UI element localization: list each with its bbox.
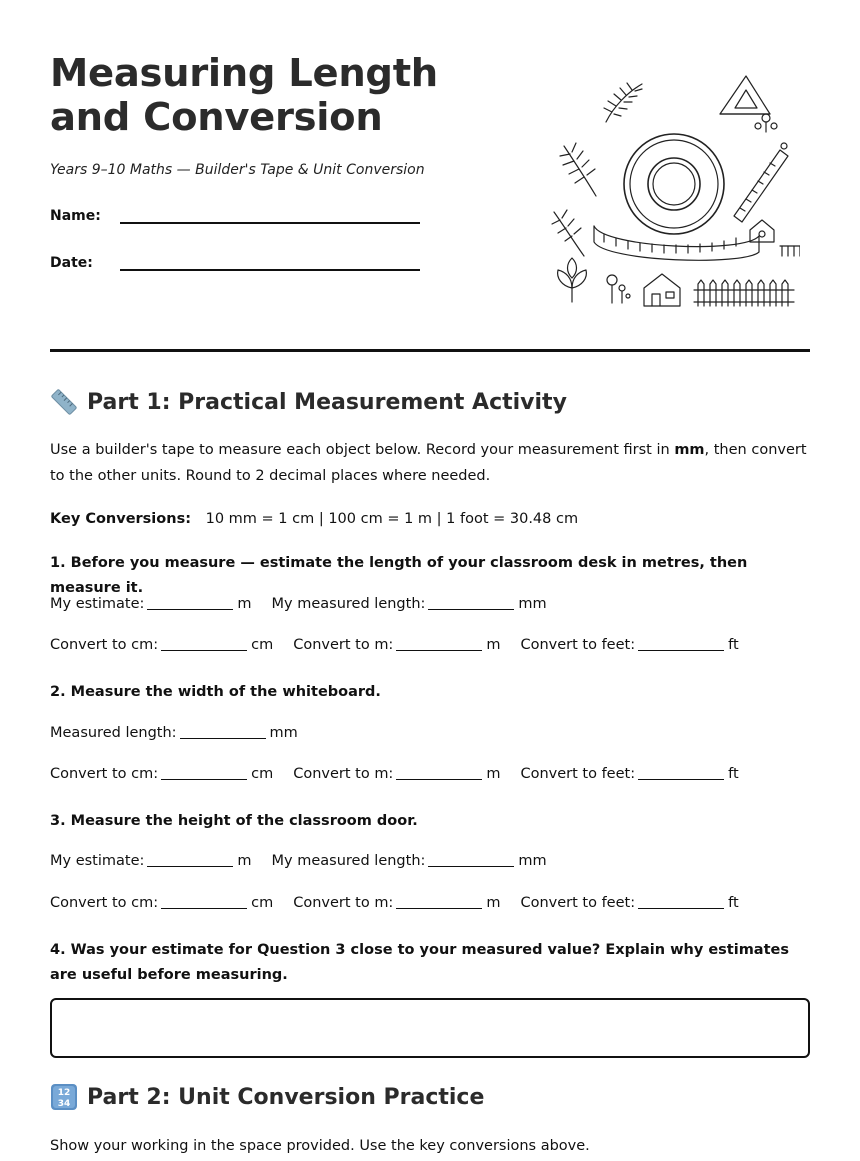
q4-answer-box[interactable] xyxy=(50,998,810,1058)
q3-row-convert xyxy=(50,895,739,911)
q1-m-label: Convert to m: xyxy=(293,637,394,653)
picket-fence-icon xyxy=(694,280,794,306)
q3-cm-blank[interactable] xyxy=(161,896,247,909)
fence-icon xyxy=(780,246,800,256)
q1-ft-blank[interactable] xyxy=(638,638,724,651)
q2-m-unit: m xyxy=(486,766,501,782)
q3-estimate-label: My estimate: xyxy=(50,853,145,869)
leaf-branch-icon xyxy=(552,210,584,256)
q1-estimate-blank[interactable] xyxy=(147,597,233,610)
part1-heading xyxy=(50,388,567,416)
q1-m-blank[interactable] xyxy=(396,638,482,651)
flowers-icon xyxy=(607,275,630,303)
q2-ft-label: Convert to feet: xyxy=(520,766,636,782)
q2-measured-label: Measured length: xyxy=(50,725,177,741)
question-1: 1. Before you measure — estimate the length of your classroom desk in metres, then measure it. xyxy=(50,555,748,596)
plant-icon xyxy=(558,258,587,302)
q2-m-label: Convert to m: xyxy=(293,766,394,782)
date-field[interactable] xyxy=(50,255,93,271)
date-label: Date: xyxy=(50,255,93,271)
name-field[interactable] xyxy=(50,208,101,224)
q2-cm-unit: cm xyxy=(251,766,274,782)
key-conversions xyxy=(50,506,810,532)
q3-estimate-blank[interactable] xyxy=(147,854,233,867)
q3-m-unit: m xyxy=(486,895,501,911)
q3-estimate-unit: m xyxy=(237,853,252,869)
leaf-icon xyxy=(604,83,642,122)
q2-measured-unit: mm xyxy=(269,725,298,741)
question-4: 4. Was your estimate for Question 3 close to your measured value? Explain why estimates are useful before measuring. xyxy=(50,942,789,983)
tape-roll-icon xyxy=(594,134,759,260)
q1-measured-blank[interactable] xyxy=(428,597,514,610)
ruler-emoji-icon xyxy=(50,388,78,416)
intro-text-end: , then convert to the other units. Round to 2 decimal places where needed. xyxy=(50,442,807,484)
q2-row-measured xyxy=(50,725,298,741)
q1-row-convert xyxy=(50,637,739,653)
svg-text:12: 12 xyxy=(57,1088,71,1098)
q3-m-label: Convert to m: xyxy=(293,895,394,911)
ruler-icon xyxy=(734,143,788,222)
q1-row-estimate xyxy=(50,596,547,612)
shed-icon xyxy=(644,274,680,306)
q3-ft-label: Convert to feet: xyxy=(520,895,636,911)
q3-row-estimate xyxy=(50,853,547,869)
house-icon xyxy=(750,220,774,242)
q1-estimate-unit: m xyxy=(237,596,252,612)
date-line[interactable] xyxy=(120,269,420,271)
part2-intro: Show your working in the space provided. Use the key conversions above. xyxy=(50,1138,590,1154)
q3-measured-unit: mm xyxy=(518,853,547,869)
q1-cm-blank[interactable] xyxy=(161,638,247,651)
q2-cm-label: Convert to cm: xyxy=(50,766,159,782)
numbers-1234-emoji-icon xyxy=(50,1083,78,1111)
q3-cm-unit: cm xyxy=(251,895,274,911)
q2-ft-blank[interactable] xyxy=(638,767,724,780)
svg-text:34: 34 xyxy=(57,1099,71,1109)
q3-m-blank[interactable] xyxy=(396,896,482,909)
q3-measured-blank[interactable] xyxy=(428,854,514,867)
header-divider xyxy=(50,349,810,352)
builders-tape-illustration xyxy=(544,66,800,316)
page-title: Measuring Length and Conversion xyxy=(50,51,438,140)
q3-ft-unit: ft xyxy=(728,895,739,911)
set-square-icon xyxy=(720,76,770,114)
q1-estimate-label: My estimate: xyxy=(50,596,145,612)
name-label: Name: xyxy=(50,208,101,224)
part1-intro xyxy=(50,437,810,489)
q1-ft-unit: ft xyxy=(728,637,739,653)
q2-measured-blank[interactable] xyxy=(180,726,266,739)
intro-text-bold: mm xyxy=(674,442,705,458)
question-3: 3. Measure the height of the classroom door. xyxy=(50,813,418,829)
part2-heading-text: Part 2: Unit Conversion Practice xyxy=(87,1084,485,1110)
question-2: 2. Measure the width of the whiteboard. xyxy=(50,684,381,700)
q2-row-convert xyxy=(50,766,739,782)
q3-ft-blank[interactable] xyxy=(638,896,724,909)
part2-heading xyxy=(50,1083,484,1111)
intro-text-start: Use a builder's tape to measure each object below. Record your measurement first in xyxy=(50,442,675,458)
flower-icon xyxy=(755,114,777,132)
q1-measured-unit: mm xyxy=(518,596,547,612)
page-subtitle: Years 9–10 Maths — Builder's Tape & Unit Conversion xyxy=(50,162,425,178)
name-line[interactable] xyxy=(120,222,420,224)
part1-heading-text: Part 1: Practical Measurement Activity xyxy=(87,389,567,415)
q1-measured-label: My measured length: xyxy=(271,596,426,612)
q1-cm-label: Convert to cm: xyxy=(50,637,159,653)
q1-m-unit: m xyxy=(486,637,501,653)
q3-measured-label: My measured length: xyxy=(271,853,426,869)
q1-ft-label: Convert to feet: xyxy=(520,637,636,653)
q2-ft-unit: ft xyxy=(728,766,739,782)
q1-cm-unit: cm xyxy=(251,637,274,653)
key-conversions-label: Key Conversions: xyxy=(50,511,191,527)
q3-cm-label: Convert to cm: xyxy=(50,895,159,911)
key-conversions-text: 10 mm = 1 cm | 100 cm = 1 m | 1 foot = 30.48 cm xyxy=(205,511,579,527)
q2-m-blank[interactable] xyxy=(396,767,482,780)
fern-icon xyxy=(560,143,596,196)
q2-cm-blank[interactable] xyxy=(161,767,247,780)
